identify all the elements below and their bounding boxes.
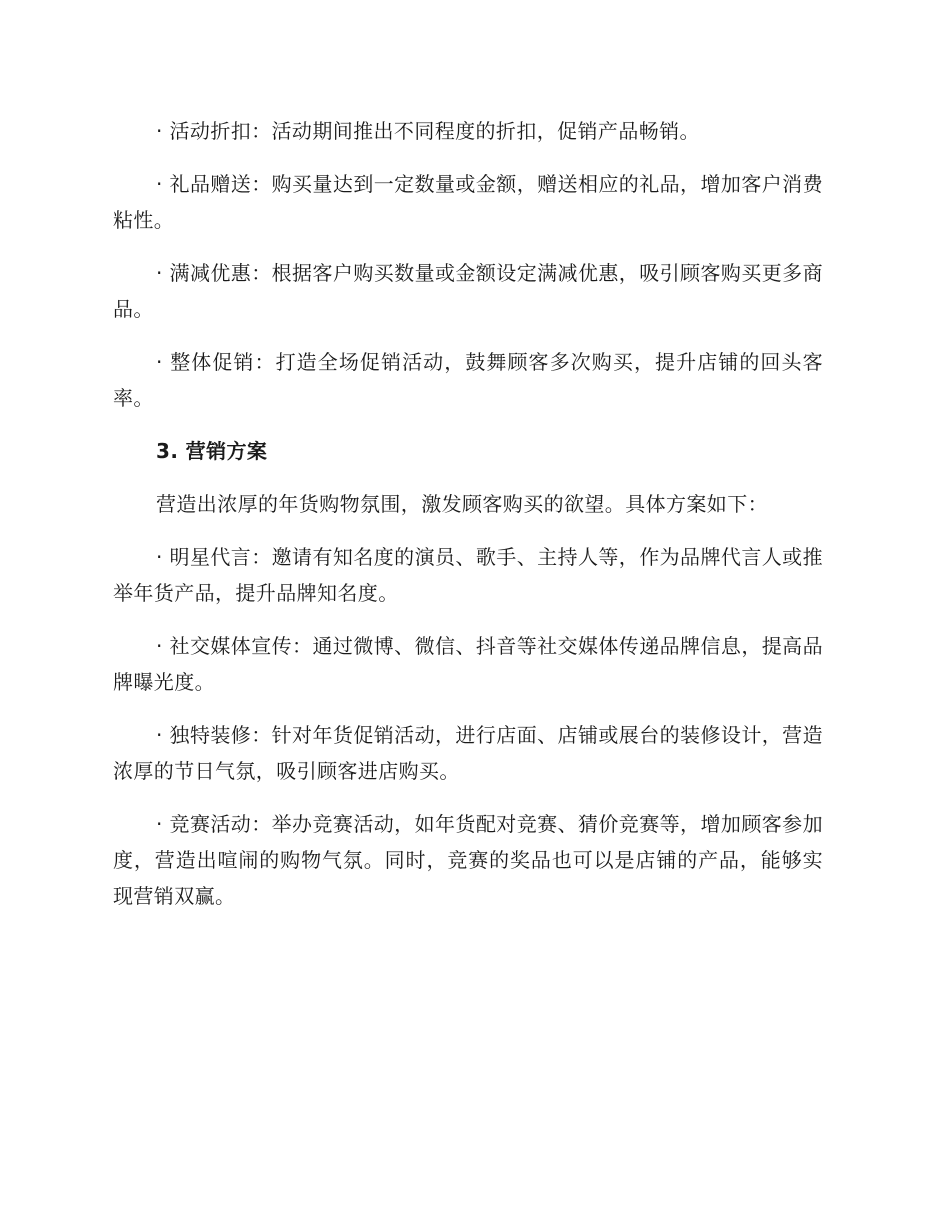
paragraph-celebrity-endorsement: · 明星代言：邀请有知名度的演员、歌手、主持人等，作为品牌代言人或推举年货产品，提升品牌知名度。: [113, 545, 823, 605]
paragraph-discount: · 活动折扣：活动期间推出不同程度的折扣，促销产品畅销。: [156, 119, 700, 143]
paragraph-social-media: · 社交媒体宣传：通过微博、微信、抖音等社交媒体传递品牌信息，提高品牌曝光度。: [113, 634, 823, 694]
paragraph-gift: · 礼品赠送：购买量达到一定数量或金额，赠送相应的礼品，增加客户消费粘性。: [113, 172, 823, 232]
section-heading-marketing-plan: 3. 营销方案: [156, 439, 268, 463]
paragraph-decoration: · 独特装修：针对年货促销活动，进行店面、店铺或展台的装修设计，营造浓厚的节日气氛，吸引顾客进店购买。: [113, 723, 823, 783]
paragraph-overall-promotion: · 整体促销：打造全场促销活动，鼓舞顾客多次购买，提升店铺的回头客率。: [113, 350, 823, 410]
paragraph-marketing-intro: 营造出浓厚的年货购物氛围，激发顾客购买的欲望。具体方案如下：: [156, 492, 768, 516]
paragraph-full-reduction: · 满减优惠：根据客户购买数量或金额设定满减优惠，吸引顾客购买更多商品。: [113, 261, 823, 321]
paragraph-competition: · 竞赛活动：举办竞赛活动，如年货配对竞赛、猜价竞赛等，增加顾客参加度，营造出喧闹的购物气氛。同时，竞赛的奖品也可以是店铺的产品，能够实现营销双赢。: [113, 812, 823, 908]
document-body: [113, 113, 823, 931]
